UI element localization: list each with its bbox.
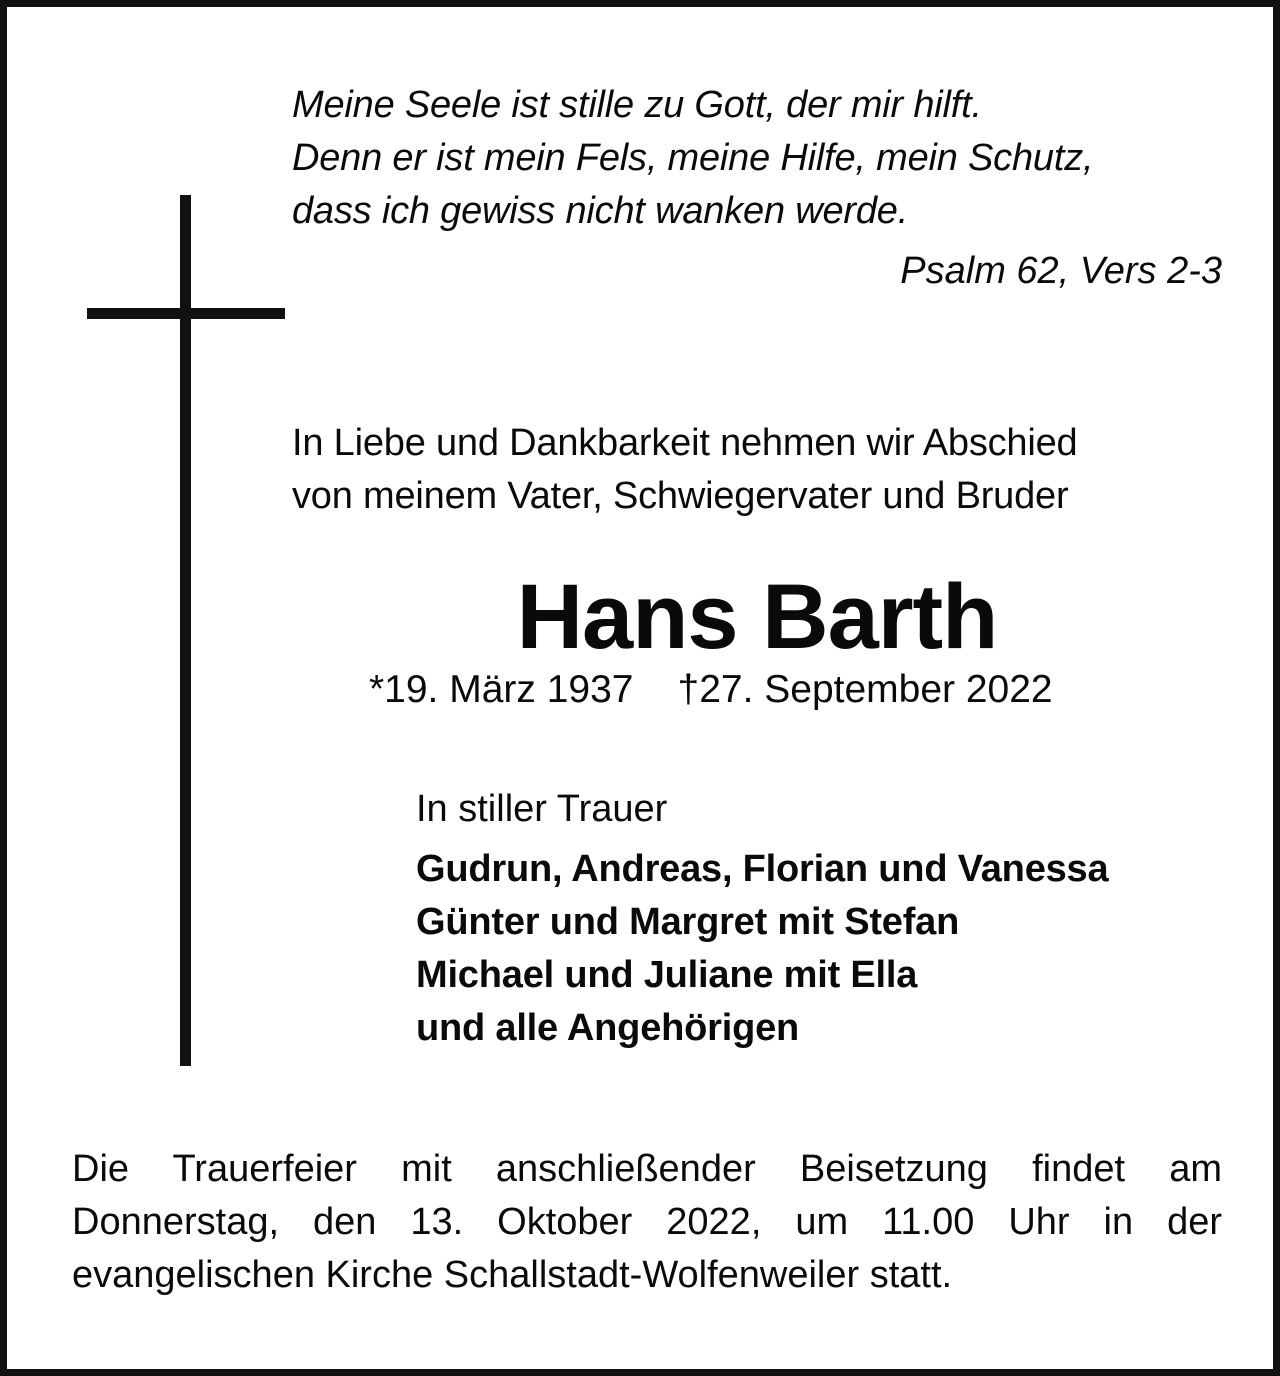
mourners-list — [416, 843, 1236, 1055]
life-dates — [369, 663, 1169, 716]
mourner-line: und alle Angehörigen — [416, 1007, 800, 1049]
psalm-reference: Psalm 62, Vers 2-3 — [900, 250, 1222, 292]
death-date: †27. September 2022 — [677, 668, 1053, 711]
mourner-line: Günter und Margret mit Stefan — [416, 901, 960, 943]
psalm-line: Meine Seele ist stille zu Gott, der mir hilft. — [292, 84, 982, 126]
birth-date: *19. März 1937 — [369, 668, 634, 711]
notice-line: Die Trauerfeier mit anschließender Beisetzung findet am — [72, 1148, 1222, 1190]
notice-line: evangelischen Kirche Schallstadt-Wolfenweiler statt. — [72, 1254, 953, 1296]
psalm-quote — [292, 79, 1232, 238]
mourning-label: In stiller Trauer — [416, 788, 668, 830]
mourner-line: Michael und Juliane mit Ella — [416, 954, 918, 996]
service-notice — [72, 1143, 1222, 1302]
mourner-line: Gudrun, Andreas, Florian und Vanessa — [416, 848, 1109, 890]
farewell-intro — [292, 417, 1232, 523]
cross-icon-crossbar — [87, 308, 285, 319]
intro-line: In Liebe und Dankbarkeit nehmen wir Abschied — [292, 422, 1078, 464]
psalm-line: dass ich gewiss nicht wanken werde. — [292, 190, 909, 232]
intro-line: von meinem Vater, Schwiegervater und Bruder — [292, 475, 1069, 517]
psalm-line: Denn er ist mein Fels, meine Hilfe, mein Schutz, — [292, 137, 1094, 179]
cross-icon — [180, 195, 191, 1066]
deceased-name: Hans Barth — [516, 566, 998, 668]
notice-line: Donnerstag, den 13. Oktober 2022, um 11.00 Uhr in der — [72, 1201, 1222, 1243]
